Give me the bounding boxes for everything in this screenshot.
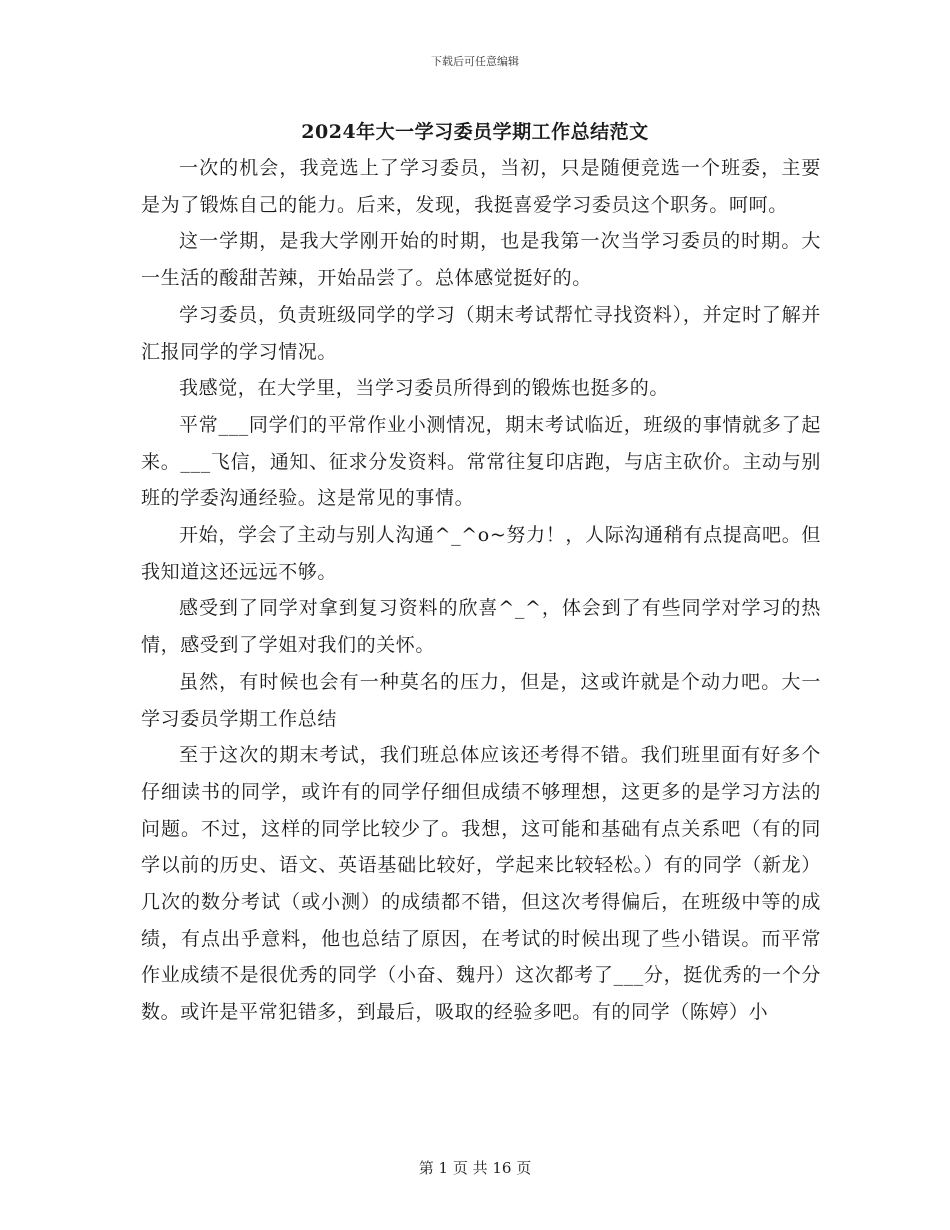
paragraph: 感受到了同学对拿到复习资料的欣喜^_^，体会到了有些同学对学习的热情，感受到了学姐对我们的关怀。 — [141, 597, 821, 657]
paragraph: 学习委员，负责班级同学的学习（期末考试帮忙寻找资料），并定时了解并汇报同学的学习情况。 — [141, 303, 821, 363]
document-body — [141, 150, 821, 1031]
page-number: 第 1 页 共 16 页 — [418, 1159, 532, 1177]
paragraph: 虽然，有时候也会有一种莫名的压力，但是，这或许就是个动力吧。大一学习委员学期工作总结 — [141, 670, 821, 730]
page-header: 下载后可任意编辑 — [431, 55, 519, 68]
document-title: 2024年大一学习委员学期工作总结范文 — [301, 121, 649, 143]
paragraph: 我感觉，在大学里，当学习委员所得到的锻炼也挺多的。 — [179, 377, 670, 400]
paragraph: 开始，学会了主动与别人沟通^_^o~努力！，人际沟通稍有点提高吧。但我知道这还远远不够。 — [141, 524, 821, 583]
paragraph: 平常___同学们的平常作业小测情况，期末考试临近，班级的事情就多了起来。___飞信，通知、征求分发资料。常常往复印店跑，与店主砍价。主动与别班的学委沟通经验。这是常见的事情。 — [141, 413, 821, 510]
paragraph: 一次的机会，我竞选上了学习委员，当初，只是随便竞选一个班委，主要是为了锻炼自己的能力。后来，发现，我挺喜爱学习委员这个职务。呵呵。 — [141, 157, 821, 216]
paragraph: 至于这次的期末考试，我们班总体应该还考得不错。我们班里面有好多个仔细读书的同学，或许有的同学仔细但成绩不够理想，这更多的是学习方法的问题。不过，这样的同学比较少了。我想，这可能和基础有点关系吧（有的同学以前的历史、语文、英语基础比较好，学起来比较轻松。）有的同学（新龙）几次的数分考试（或小测）的成绩都不错，但这次考得偏后，在班级中等的成绩，有点出乎意料，他也总结了原因，在考试的时候出现了些小错误。而平常作业成绩不是很优秀的同学（小奋、魏丹）这次都考了___分，挺优秀的一个分数。或许是平常犯错多，到最后，吸取的经验多吧。有的同学（陈婷）小 — [141, 744, 821, 1024]
paragraph: 这一学期，是我大学刚开始的时期，也是我第一次当学习委员的时期。大一生活的酸甜苦辣，开始品尝了。总体感觉挺好的。 — [141, 230, 821, 290]
